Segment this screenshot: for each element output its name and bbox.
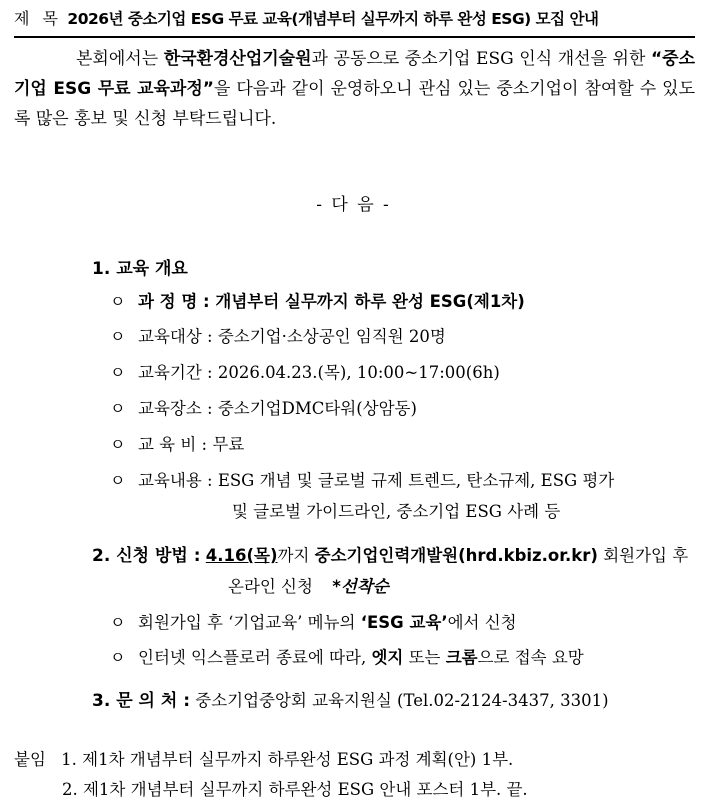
- target-row: ㅇ 교육대상 : 중소기업·소상공인 임직원 20명: [110, 323, 446, 347]
- contact-value: 중소기업중앙회 교육지원실 (Tel.02-2124-3437, 3301): [195, 691, 609, 710]
- subject-divider: [14, 36, 695, 38]
- course-name-row: ㅇ 과 정 명 : 개념부터 실무까지 하루 완성 ESG(제1차): [110, 288, 525, 312]
- location-value: 중소기업DMC타워(상암동): [217, 399, 417, 418]
- esg-menu: ‘ESG 교육’: [360, 613, 448, 632]
- fee-label: 교 육 비: [138, 435, 197, 454]
- intro-course: “중소기업 ESG 무료 교육과정”: [14, 49, 696, 99]
- browser-row: [110, 644, 584, 668]
- bullet-icon: ㅇ: [110, 648, 126, 667]
- target-label: 교육대상: [138, 327, 202, 346]
- attachment-item: 2. 제1차 개념부터 실무까지 하루완성 ESG 안내 포스터 1부. 끝.: [62, 780, 528, 799]
- bullet-icon: ㅇ: [110, 292, 126, 311]
- attachment-line1: [14, 746, 513, 770]
- content-value-line2: 및 글로벌 가이드라인, 중소기업 ESG 사례 등: [232, 502, 561, 521]
- subject-line: [14, 6, 598, 29]
- course-name-label: 과 정 명: [138, 292, 198, 311]
- separator: - 다 음 -: [316, 195, 391, 215]
- attachment-label: 붙임: [14, 750, 46, 769]
- browser-text-2: 또는: [403, 648, 446, 667]
- intro-text-2: 과 공동으로 중소기업 ESG 인식 개선을 위한: [311, 49, 651, 69]
- intro-paragraph: [14, 44, 695, 134]
- content-label: 교육내용: [138, 471, 202, 490]
- section2-text-2: 회원가입 후: [597, 546, 689, 565]
- attachment-item: 1. 제1차 개념부터 실무까지 하루완성 ESG 과정 계획(안) 1부.: [61, 750, 514, 769]
- section2-line1: [92, 541, 688, 566]
- section2-text-1: 까지: [277, 546, 315, 565]
- bullet-icon: ㅇ: [110, 327, 126, 346]
- bullet-icon: ㅇ: [110, 613, 126, 632]
- subject-label: 제 목: [14, 9, 62, 28]
- period-label: 교육기간: [138, 363, 202, 382]
- browser-text-1: 인터넷 익스플로러 종료에 따라,: [138, 648, 372, 667]
- course-name-value: 개념부터 실무까지 하루 완성 ESG(제1차): [215, 292, 525, 311]
- intro-text-3: 을 다음과 같이 운영하오니 관심 있는 중소기업이 참여할 수 있도록 많은 홍보 및 신청 부탁드립니다.: [14, 79, 695, 129]
- apply-menu-row: [110, 609, 517, 633]
- chrome-browser: 크롬: [445, 648, 478, 667]
- bullet-icon: ㅇ: [110, 399, 126, 418]
- target-value: 중소기업·소상공인 임직원 20명: [217, 327, 446, 346]
- first-come-note: *선착순: [332, 577, 389, 596]
- browser-text-3: 으로 접속 요망: [477, 648, 584, 667]
- subject-title: 2026년 중소기업 ESG 무료 교육(개념부터 실무까지 하루 완성 ESG) 모집 안내: [67, 10, 599, 28]
- deadline: 4.16(목): [205, 546, 278, 565]
- fee-value: 무료: [212, 435, 245, 454]
- section1-heading: 1. 교육 개요: [92, 259, 188, 279]
- intro-org: 한국환경산업기술원: [163, 49, 312, 69]
- section3-line: [92, 686, 609, 711]
- content-row: ㅇ 교육내용 : ESG 개념 및 글로벌 규제 트렌드, 탄소규제, ESG 평가: [110, 467, 614, 491]
- online-apply: 온라인 신청: [228, 577, 313, 596]
- apply-menu-text-1: 회원가입 후 ‘기업교육’ 메뉴의: [138, 613, 361, 632]
- period-value: 2026.04.23.(목), 10:00~17:00(6h): [217, 363, 500, 382]
- bullet-icon: ㅇ: [110, 435, 126, 454]
- apply-menu-text-2: 에서 신청: [447, 613, 517, 632]
- intro-text-1: 본회에서는: [76, 49, 164, 69]
- fee-row: ㅇ 교 육 비 : 무료: [110, 431, 244, 455]
- section3-heading: 3. 문 의 처 :: [92, 691, 191, 711]
- bullet-icon: ㅇ: [110, 363, 126, 382]
- edge-browser: 엣지: [371, 648, 404, 667]
- section2-line2: [228, 573, 389, 597]
- section2-heading: 2. 신청 방법 :: [92, 546, 201, 566]
- location-row: ㅇ 교육장소 : 중소기업DMC타워(상암동): [110, 395, 417, 419]
- bullet-icon: ㅇ: [110, 471, 126, 490]
- training-site: 중소기업인력개발원(hrd.kbiz.or.kr): [314, 546, 598, 565]
- content-value: ESG 개념 및 글로벌 규제 트렌드, 탄소규제, ESG 평가: [217, 471, 615, 490]
- location-label: 교육장소: [138, 399, 202, 418]
- period-row: ㅇ 교육기간 : 2026.04.23.(목), 10:00~17:00(6h): [110, 359, 500, 383]
